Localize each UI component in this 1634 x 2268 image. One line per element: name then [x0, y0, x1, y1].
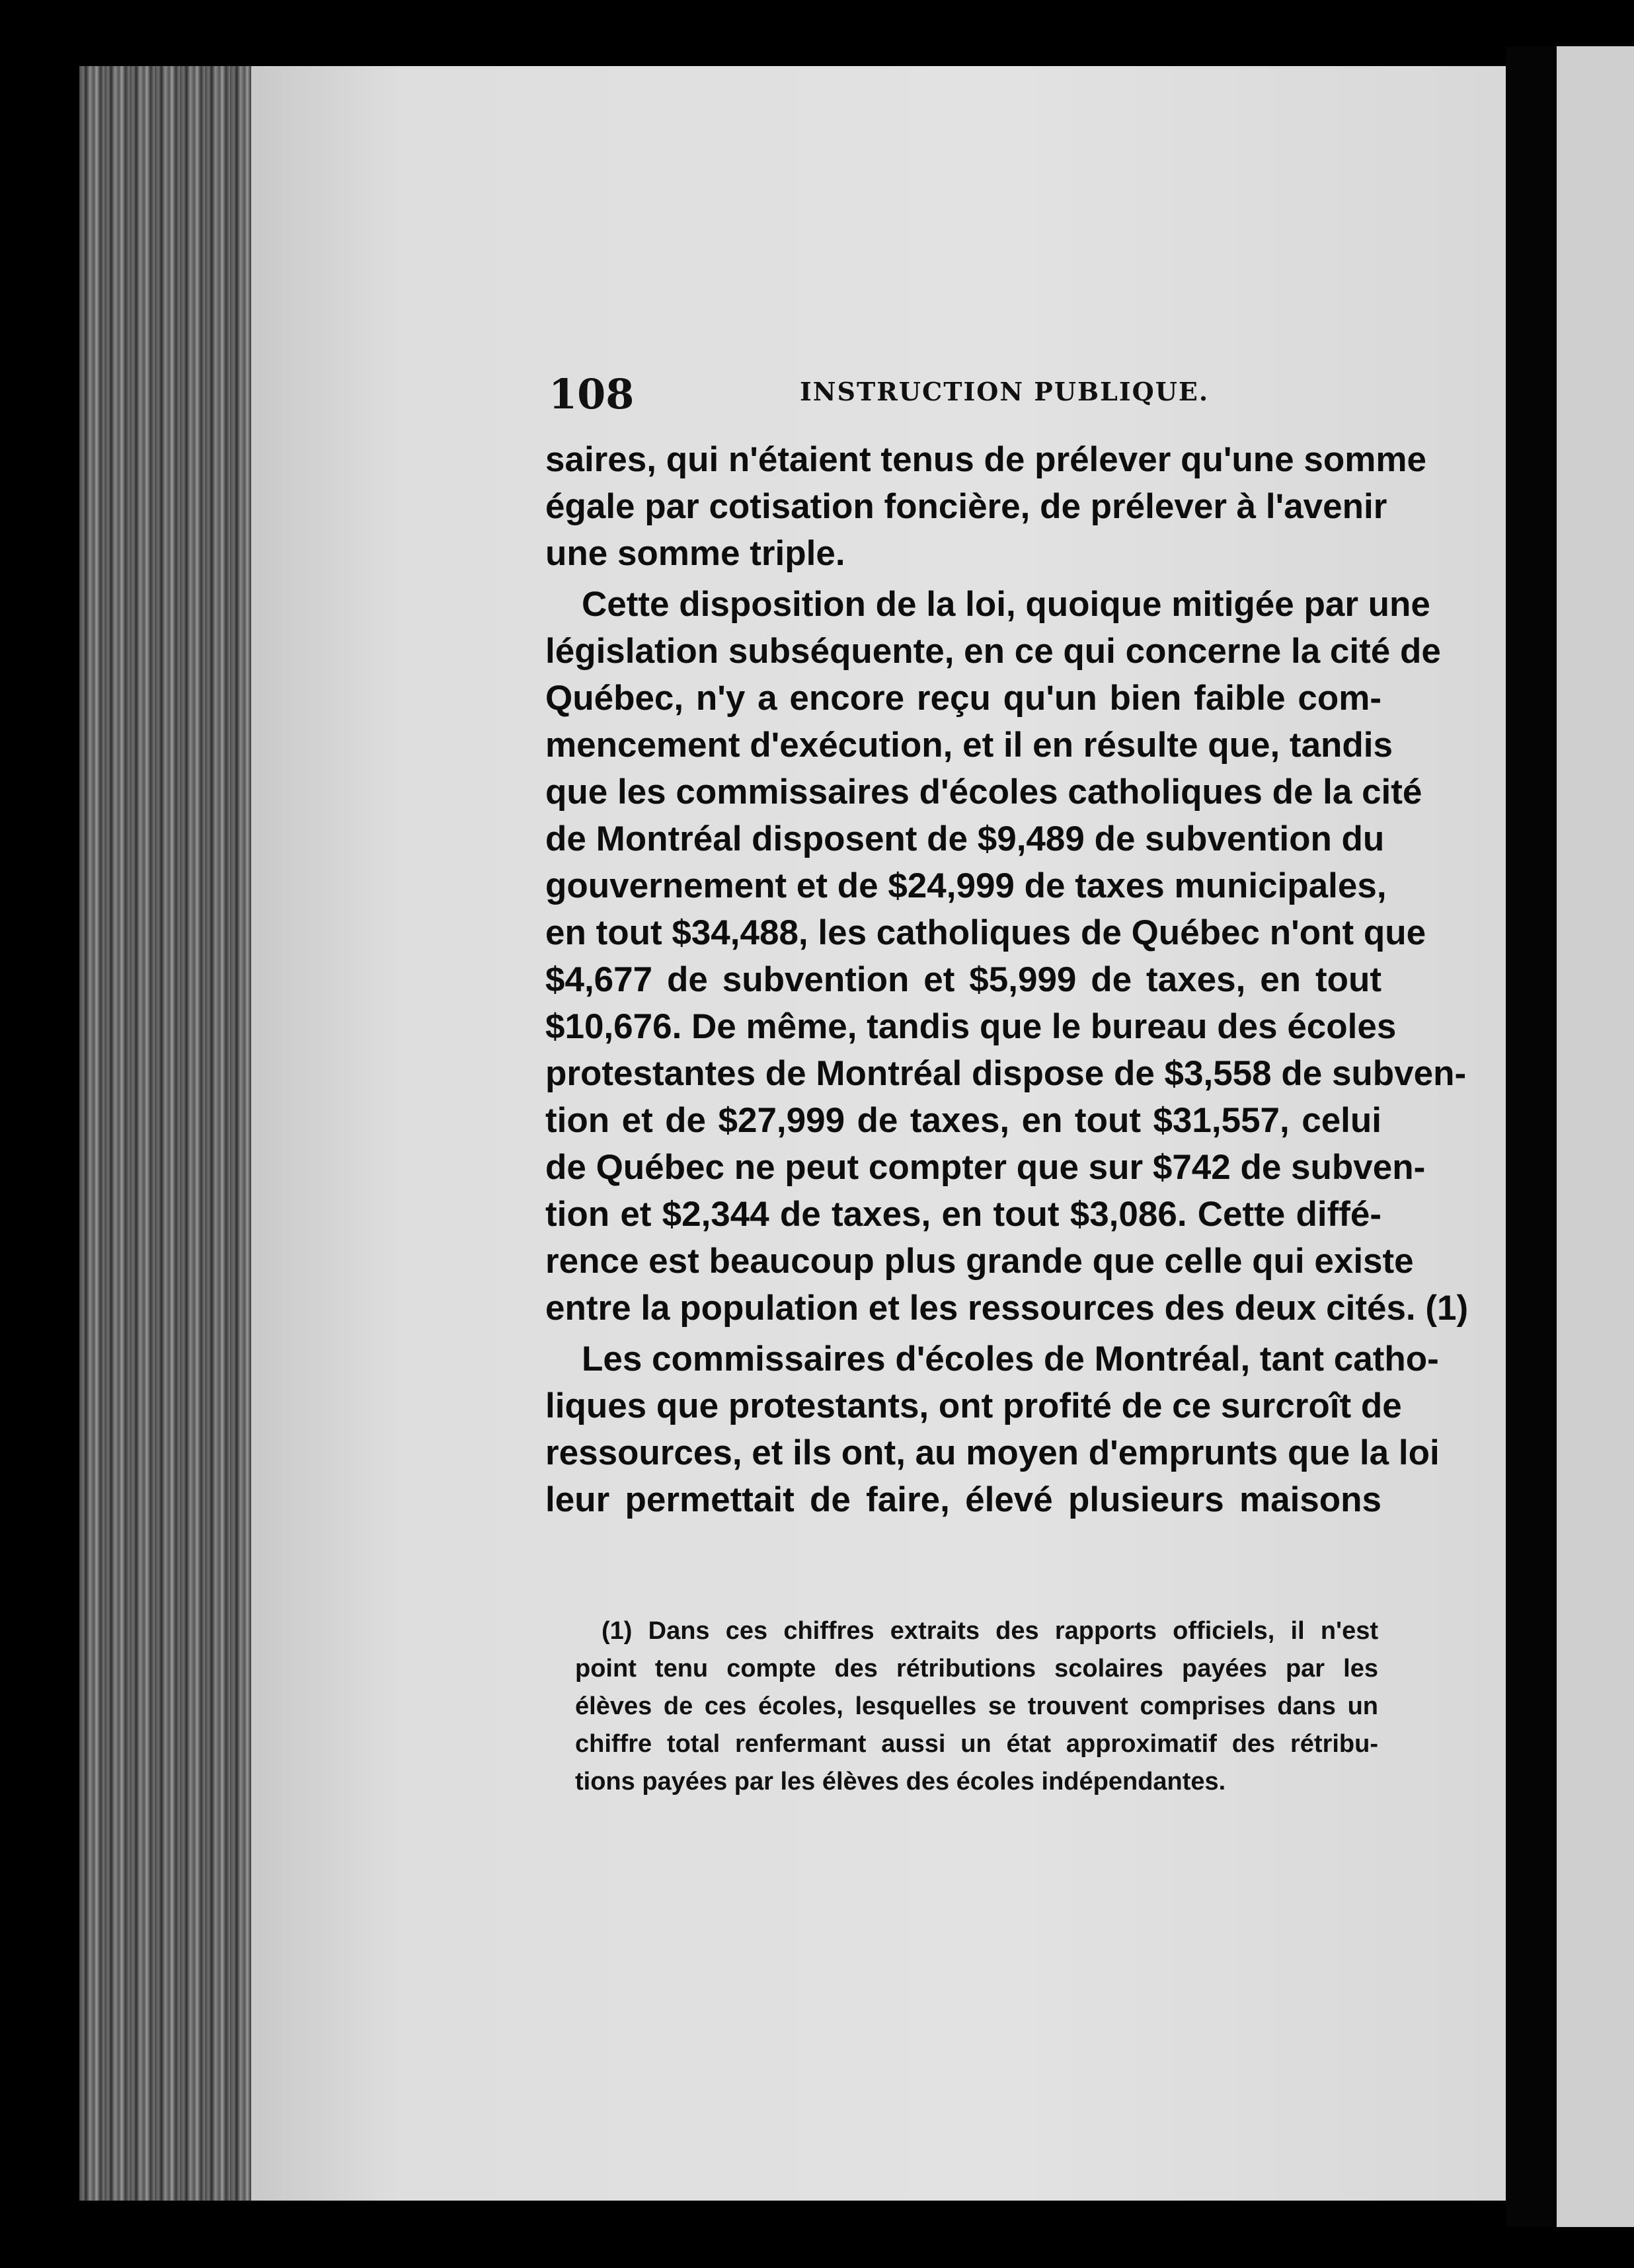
text-line: $4,677 de subvention et $5,999 de taxes, en tout — [545, 960, 1381, 999]
text-line: entre la population et les ressources des deux cités. (1) — [545, 1289, 1469, 1328]
text-line: liques que protestants, ont profité de ce surcroît de — [545, 1386, 1402, 1425]
text-line: égale par cotisation foncière, de prélever à l'avenir — [545, 487, 1387, 526]
text-line: $10,676. De même, tandis que le bureau des écoles — [545, 1007, 1397, 1046]
footnote-line: tions payées par les élèves des écoles indépendantes. — [575, 1768, 1226, 1796]
footnote-line: point tenu compte des rétributions scolaires payées par les — [575, 1655, 1378, 1682]
text-line: protestantes de Montréal dispose de $3,558 de subven- — [545, 1054, 1467, 1093]
book-gutter — [1506, 46, 1557, 2227]
footnote — [575, 1612, 1378, 1801]
page-header — [549, 370, 1408, 416]
text-line: mencement d'exécution, et il en résulte que, tandis — [545, 726, 1393, 765]
text-line: que les commissaires d'écoles catholiques de la cité — [545, 773, 1422, 812]
text-line: Cette disposition de la loi, quoique mitigée par une — [582, 585, 1430, 624]
footnote-line: élèves de ces écoles, lesquelles se trouvent comprises dans un — [575, 1692, 1378, 1720]
paragraph — [545, 436, 1426, 577]
paragraph — [545, 1336, 1440, 1523]
text-line: gouvernement et de $24,999 de taxes municipales, — [545, 866, 1387, 905]
text-line: une somme triple. — [545, 534, 845, 573]
book-page-edges — [79, 66, 271, 2201]
text-line: ressources, et ils ont, au moyen d'emprunts que la loi — [545, 1433, 1440, 1472]
facing-page-edge — [1557, 46, 1634, 2227]
running-title: INSTRUCTION PUBLIQUE. — [800, 377, 1210, 406]
text-line: tion et $2,344 de taxes, en tout $3,086. Cette diffé- — [545, 1195, 1381, 1234]
paragraph — [545, 581, 1469, 1332]
text-line: Québec, n'y a encore reçu qu'un bien faible com- — [545, 679, 1381, 718]
text-line: rence est beaucoup plus grande que celle qui existe — [545, 1242, 1414, 1281]
text-line: législation subséquente, en ce qui concerne la cité de — [545, 632, 1441, 671]
footnote-line: chiffre total renfermant aussi un état approximatif des rétribu- — [575, 1730, 1378, 1758]
text-line: de Montréal disposent de $9,489 de subvention du — [545, 819, 1385, 858]
text-line: de Québec ne peut compter que sur $742 de subven- — [545, 1148, 1426, 1187]
text-line: tion et de $27,999 de taxes, en tout $31,557, celui — [545, 1101, 1381, 1140]
text-line: saires, qui n'étaient tenus de prélever qu'une somme — [545, 440, 1426, 479]
text-line: Les commissaires d'écoles de Montréal, tant catho- — [582, 1340, 1439, 1379]
text-line: en tout $34,488, les catholiques de Québec n'ont que — [545, 913, 1426, 952]
body-text — [545, 436, 1469, 1527]
page-number: 108 — [549, 370, 635, 418]
text-line: leur permettait de faire, élevé plusieurs maisons — [545, 1480, 1381, 1519]
footnote-line: (1) Dans ces chiffres extraits des rapports officiels, il n'est — [602, 1617, 1378, 1645]
